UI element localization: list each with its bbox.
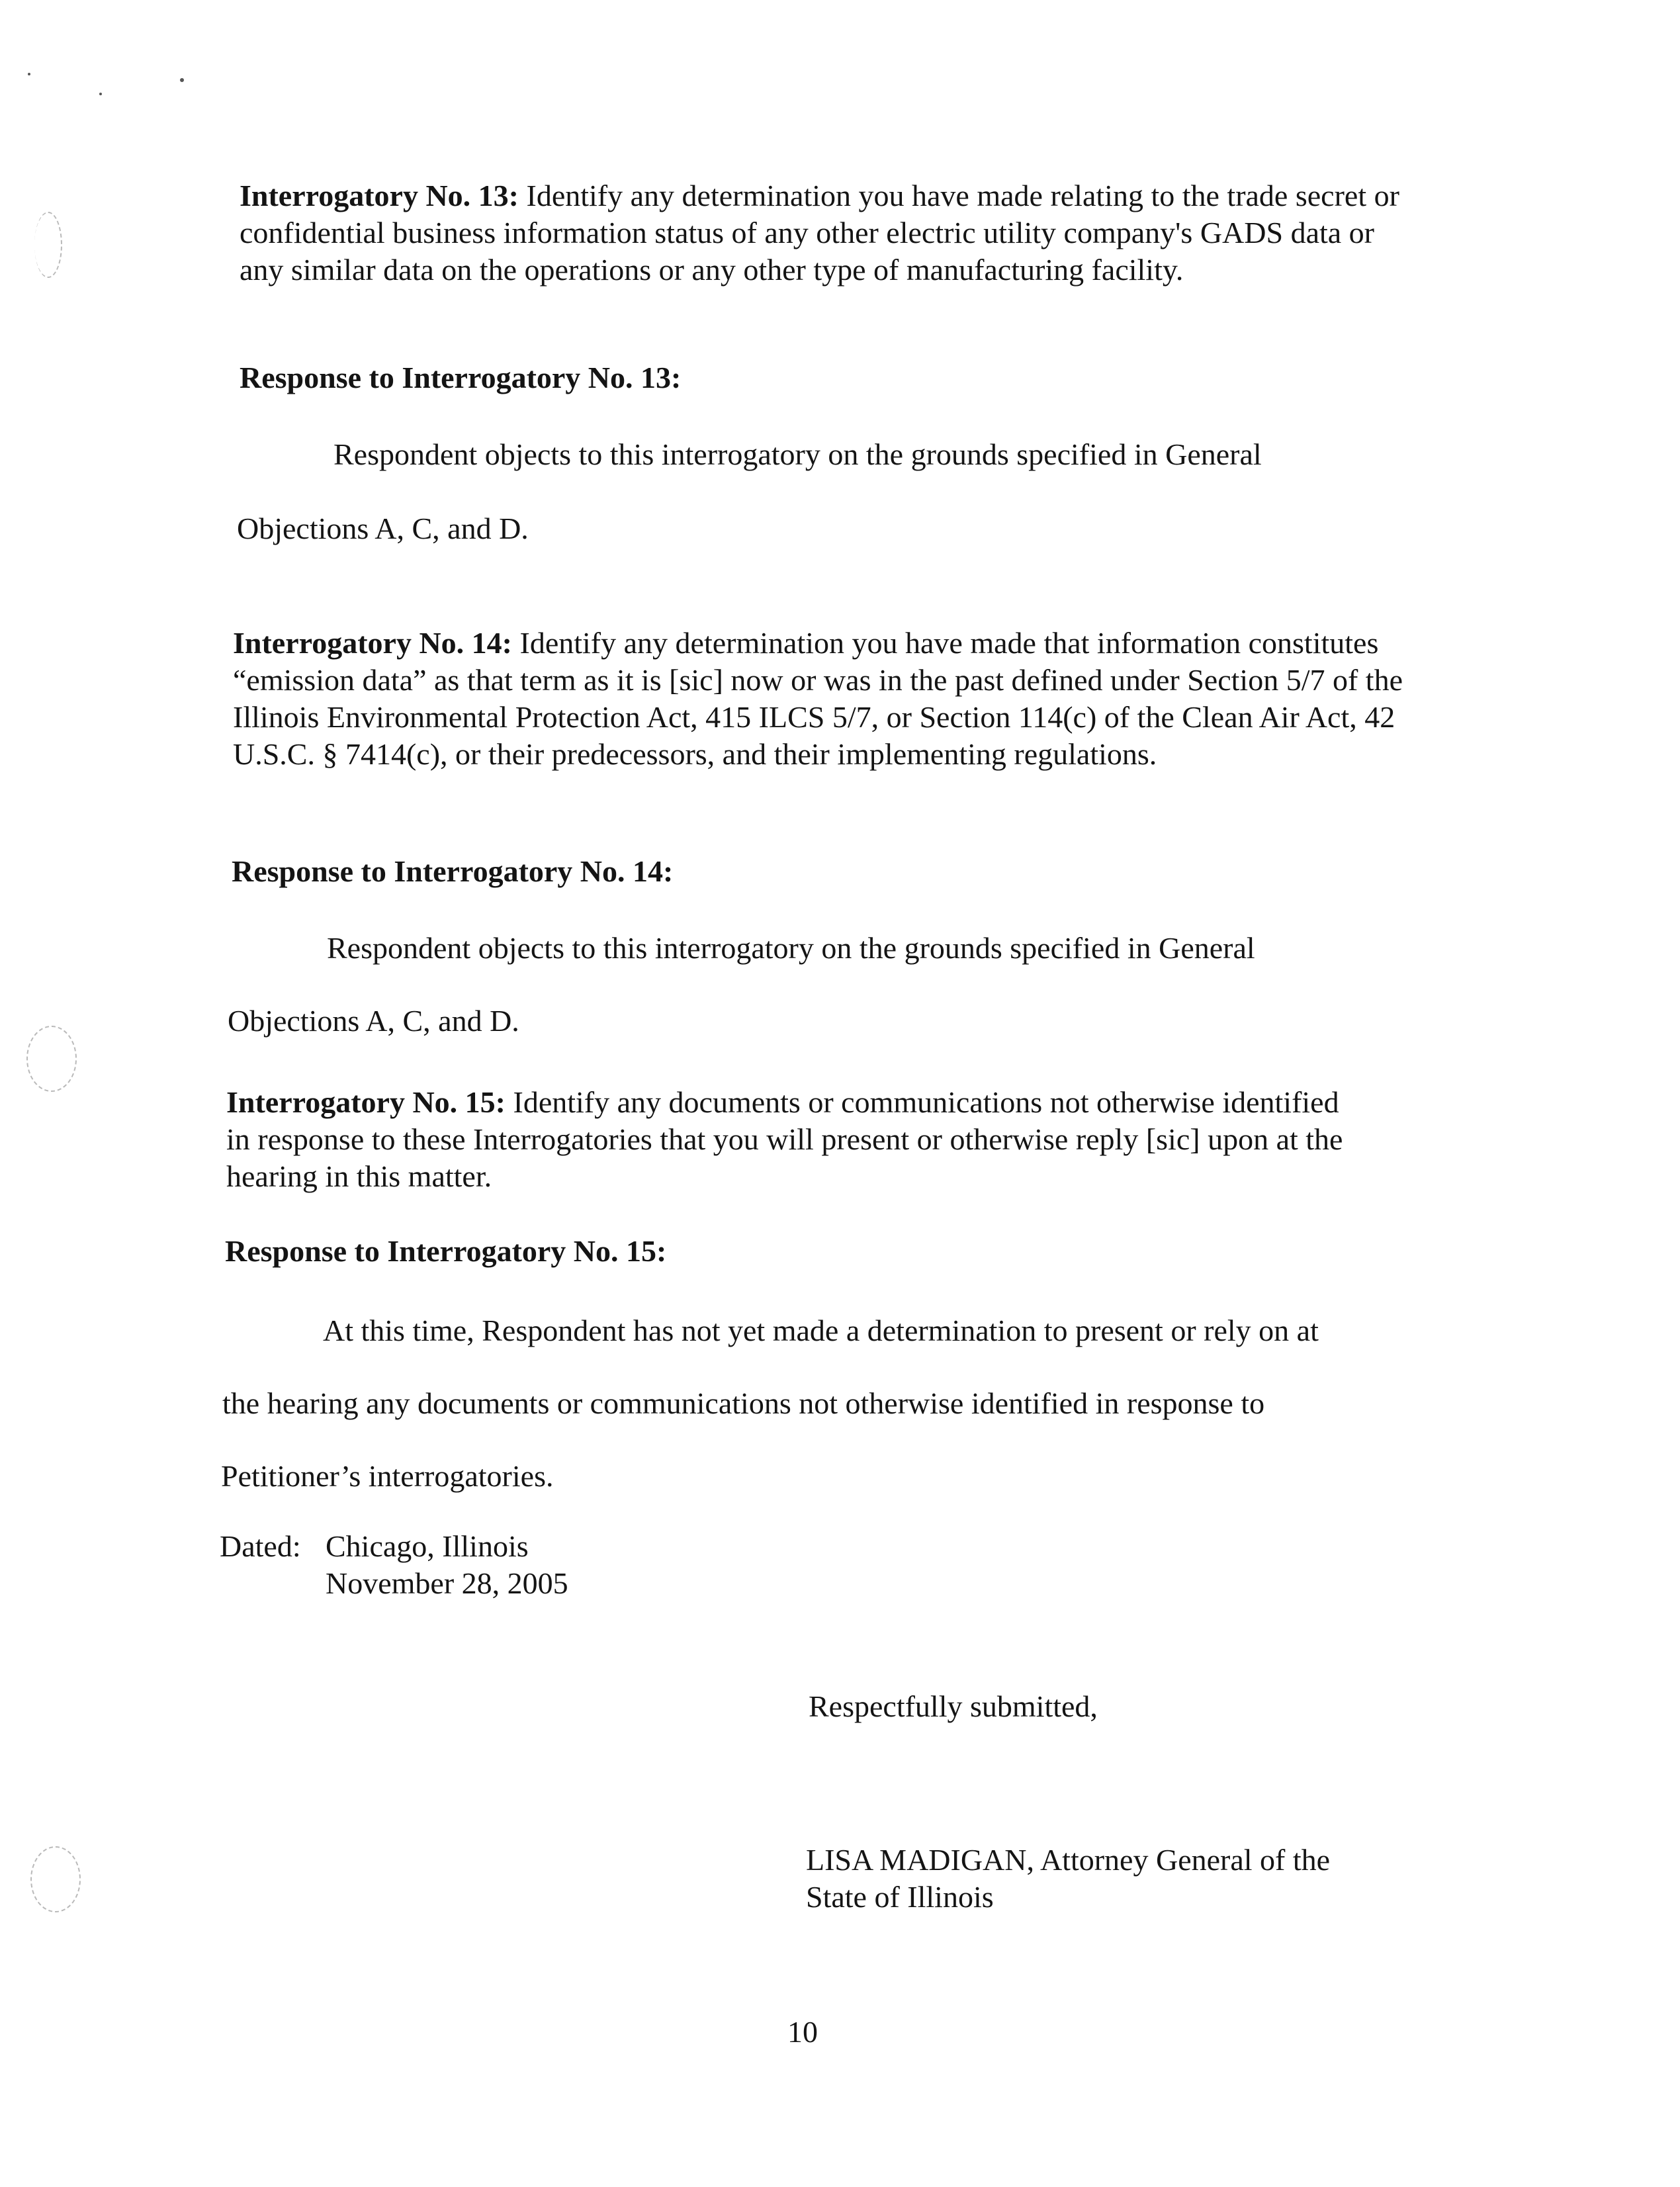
response-13-line2: Objections A, C, and D. bbox=[237, 512, 529, 545]
dated-place: Chicago, Illinois bbox=[326, 1529, 529, 1563]
response-15-line1: At this time, Respondent has not yet made a determination to present or rely on at bbox=[323, 1314, 1319, 1347]
interrogatory-15 bbox=[226, 1084, 1364, 1195]
response-15-line3: Petitioner’s interrogatories. bbox=[221, 1459, 554, 1493]
punch-hole-mark-top bbox=[34, 212, 62, 278]
response-14-line2: Objections A, C, and D. bbox=[228, 1004, 519, 1038]
dated-date: November 28, 2005 bbox=[326, 1566, 568, 1600]
interrogatory-14 bbox=[233, 625, 1417, 773]
response-15-line2: the hearing any documents or communications not otherwise identified in response to bbox=[222, 1386, 1265, 1420]
interrogatory-13 bbox=[240, 177, 1404, 289]
response-13-heading: Response to Interrogatory No. 13: bbox=[240, 361, 682, 394]
interrogatory-15-text: Identify any documents or communications not otherwise identified in response to these Interrogatories that you will present or otherwise reply [sic] upon at the hearing in this matter. bbox=[226, 1085, 1343, 1193]
signature-line2: State of Illinois bbox=[806, 1880, 994, 1914]
signature-line1: LISA MADIGAN, Attorney General of the bbox=[806, 1843, 1331, 1877]
scan-speck bbox=[99, 93, 102, 95]
page-number: 10 bbox=[787, 2015, 818, 2049]
response-15-heading: Response to Interrogatory No. 15: bbox=[225, 1234, 667, 1268]
scan-speck bbox=[180, 78, 184, 82]
response-13-line1: Respondent objects to this interrogatory on the grounds specified in General bbox=[333, 437, 1262, 471]
punch-hole-mark-middle bbox=[26, 1026, 77, 1092]
response-14-line1: Respondent objects to this interrogatory on the grounds specified in General bbox=[327, 931, 1255, 965]
punch-hole-mark-bottom bbox=[30, 1846, 81, 1912]
response-14-heading: Response to Interrogatory No. 14: bbox=[232, 854, 674, 888]
interrogatory-14-label: Interrogatory No. 14: bbox=[233, 626, 512, 660]
closing-text: Respectfully submitted, bbox=[809, 1689, 1098, 1723]
interrogatory-13-text: Identify any determination you have made relating to the trade secret or confidential business information status of any other electric utility company's GADS data or any similar data on the operations or any other type of manufacturing facility. bbox=[240, 179, 1399, 287]
interrogatory-13-label: Interrogatory No. 13: bbox=[240, 179, 519, 212]
scan-speck bbox=[28, 73, 30, 75]
interrogatory-15-label: Interrogatory No. 15: bbox=[226, 1085, 506, 1119]
dated-label: Dated: bbox=[220, 1529, 301, 1563]
interrogatory-14-text: Identify any determination you have made that information constitutes “emission data” as that term as it is [sic] now or was in the past defined under Section 5/7 of the Illinois Environmental Protection Act, 415 ILCS 5/7, or Section 114(c) of the Clean Air Act, 42 U.S.C. § 7414(c), or their predecessors, and their implementing regulations. bbox=[233, 626, 1403, 771]
